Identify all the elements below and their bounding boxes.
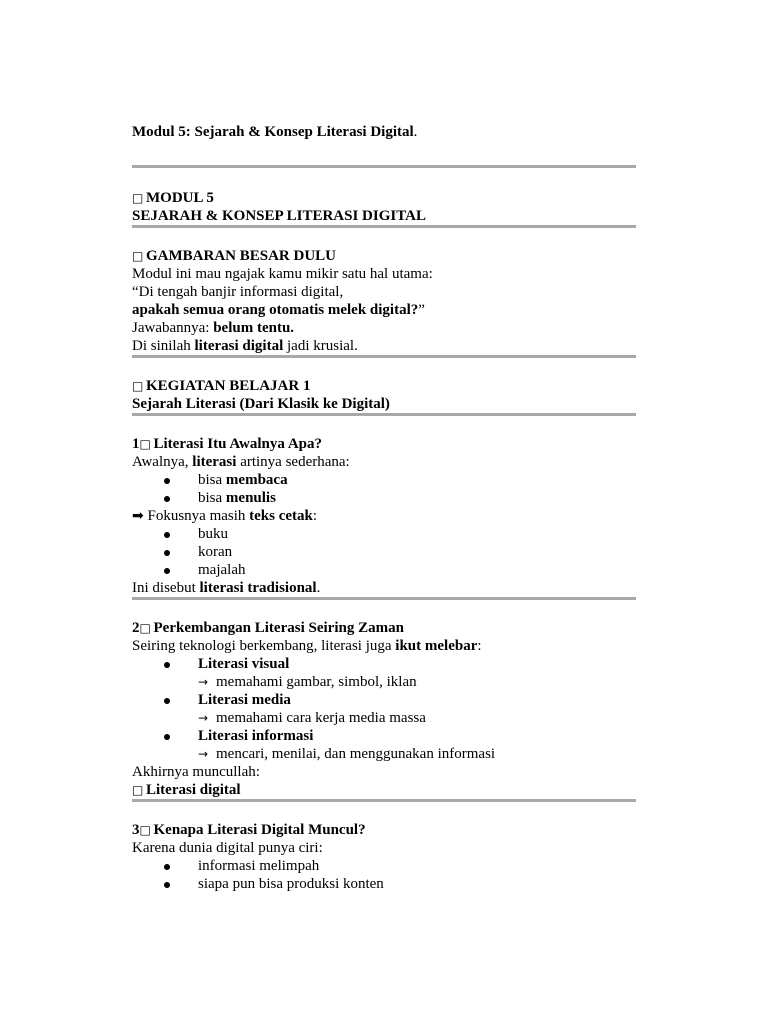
bullet-icon (164, 496, 170, 502)
bullet-icon (164, 532, 170, 538)
section-heading: 2□ Perkembangan Literasi Seiring Zaman (132, 620, 404, 636)
placeholder-glyph-icon: □ (139, 823, 151, 837)
paragraph-line: Jawabannya: belum tentu. (132, 320, 295, 336)
bullet-icon (164, 478, 170, 484)
list-item-description: → mencari, menilai, dan menggunakan informasi (198, 746, 496, 762)
section-kegiatan (132, 377, 636, 413)
bullet-icon (164, 882, 170, 888)
paragraph-line: Awalnya, literasi artinya sederhana: (132, 454, 350, 470)
bullet-icon (164, 550, 170, 556)
section-heading: 1□ Literasi Itu Awalnya Apa? (132, 436, 322, 452)
right-arrow-icon: → (198, 675, 209, 689)
bullet-list (132, 857, 636, 893)
section-1 (132, 435, 636, 597)
section-heading: 3□ Kenapa Literasi Digital Muncul? (132, 822, 366, 838)
list-item-description: → memahami cara kerja media massa (198, 710, 426, 726)
section-heading: GAMBARAN BESAR DULU (146, 248, 337, 264)
module-title: SEJARAH & KONSEP LITERASI DIGITAL (132, 208, 426, 224)
right-arrow-icon: → (198, 747, 209, 761)
section-2 (132, 619, 636, 799)
module-header (132, 189, 636, 225)
placeholder-glyph-icon: □ (132, 379, 144, 393)
list-item: bisa menulis (132, 489, 636, 507)
paragraph-line: apakah semua orang otomatis melek digital?” (132, 302, 425, 318)
document-content (132, 123, 636, 893)
paragraph-line: Modul ini mau ngajak kamu mikir satu hal utama: (132, 266, 433, 282)
paragraph-line: Akhirnya muncullah: (132, 764, 260, 780)
placeholder-glyph-icon: □ (132, 191, 144, 205)
list-item: Literasi informasi (132, 727, 636, 745)
paragraph-line: Di sinilah literasi digital jadi krusial. (132, 338, 358, 354)
paragraph-line: Seiring teknologi berkembang, literasi juga ikut melebar: (132, 638, 482, 654)
placeholder-glyph-icon: □ (139, 437, 151, 451)
list-item: buku (132, 525, 636, 543)
section-gambaran (132, 247, 636, 355)
document-title: Modul 5: Sejarah & Konsep Literasi Digital. (132, 124, 418, 140)
list-item: informasi melimpah (132, 857, 636, 875)
module-number: MODUL 5 (146, 190, 214, 206)
bullet-icon (164, 734, 170, 740)
bullet-icon (164, 698, 170, 704)
bullet-icon (164, 662, 170, 668)
placeholder-glyph-icon: □ (132, 783, 144, 797)
paragraph-line: □ Literasi digital (132, 782, 241, 798)
paragraph-line: Ini disebut literasi tradisional. (132, 580, 321, 596)
right-arrow-icon: ➡ (132, 508, 144, 524)
paragraph-line: ➡ Fokusnya masih teks cetak: (132, 508, 318, 524)
list-item: koran (132, 543, 636, 561)
bullet-icon (164, 864, 170, 870)
right-arrow-icon: → (198, 711, 209, 725)
paragraph-line: Karena dunia digital punya ciri: (132, 840, 323, 856)
list-item: majalah (132, 561, 636, 579)
bullet-list (132, 525, 636, 579)
bullet-list (132, 655, 636, 673)
list-item: Literasi media (132, 691, 636, 709)
bullet-icon (164, 568, 170, 574)
list-item: bisa membaca (132, 471, 636, 489)
list-item: Literasi visual (132, 655, 636, 673)
section-subheading: Sejarah Literasi (Dari Klasik ke Digital) (132, 396, 390, 412)
section-heading: KEGIATAN BELAJAR 1 (146, 378, 311, 394)
section-3 (132, 821, 636, 893)
placeholder-glyph-icon: □ (139, 621, 151, 635)
bullet-list (132, 691, 636, 709)
list-item: siapa pun bisa produksi konten (132, 875, 636, 893)
list-item-description: → memahami gambar, simbol, iklan (198, 674, 417, 690)
bullet-list (132, 471, 636, 507)
paragraph-line: “Di tengah banjir informasi digital, (132, 284, 344, 300)
bullet-list (132, 727, 636, 745)
placeholder-glyph-icon: □ (132, 249, 144, 263)
